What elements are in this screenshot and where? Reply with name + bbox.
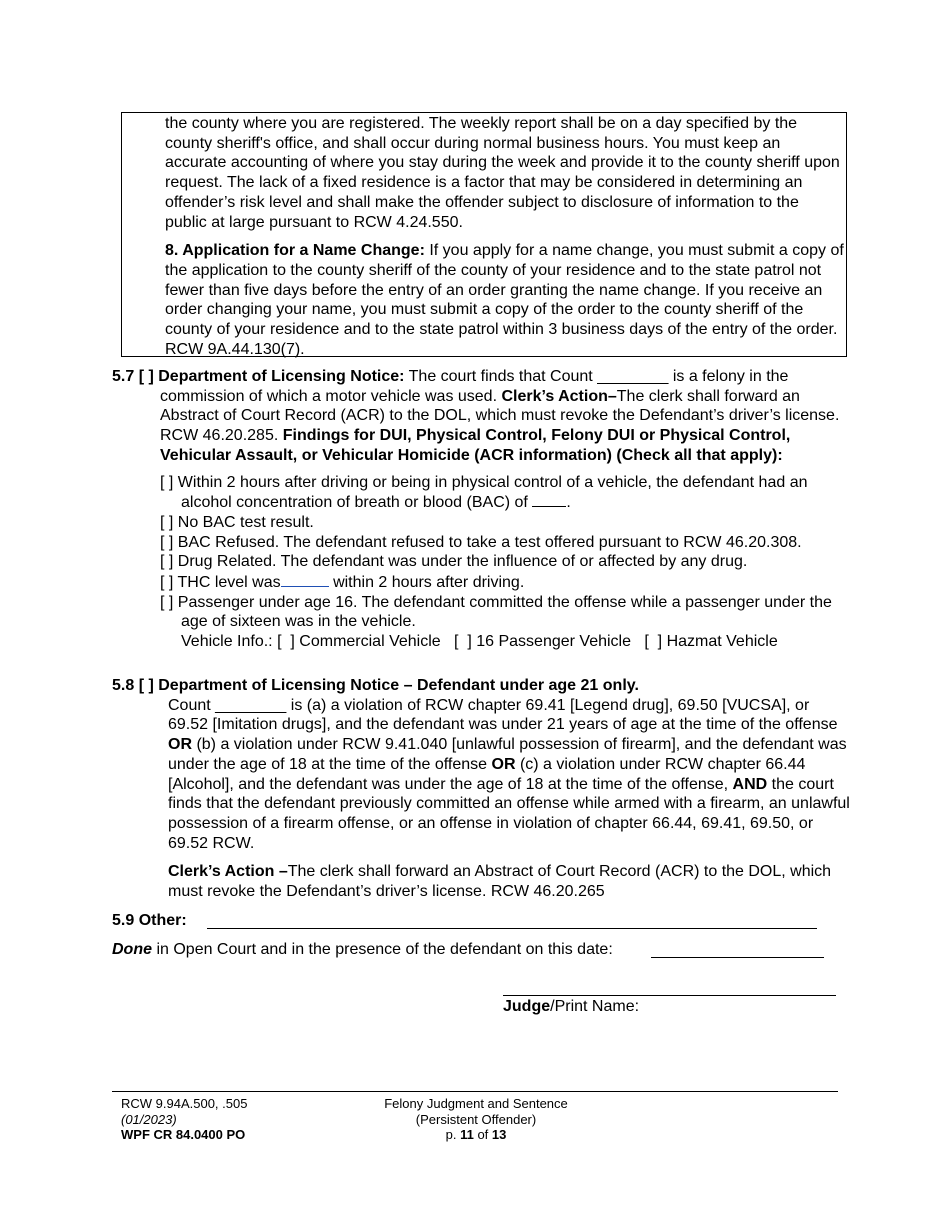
thc-level-checkbox-item[interactable]: [ ] THC level was within 2 hours after driving. bbox=[160, 574, 525, 592]
section-5-9-label: 5.9 Other: bbox=[112, 912, 187, 929]
acr-checklist bbox=[160, 473, 852, 652]
section-5-8 bbox=[112, 676, 852, 902]
judge-label: Judge/Print Name: bbox=[503, 998, 640, 1015]
section-5-8-clerk-action: Clerk’s Action –The clerk shall forward an Abstract of Court Record (ACR) to the DOL, which must revoke the Defendant’s driver’s license. RCW 46.20.265 bbox=[168, 863, 832, 901]
date-input-line[interactable] bbox=[651, 957, 824, 958]
thc-value-blank[interactable] bbox=[281, 572, 329, 587]
footer-form-number: WPF CR 84.0400 PO bbox=[121, 1127, 246, 1142]
passenger-checkbox-item[interactable]: [ ] Passenger under age 16. The defendant committed the offense while a passenger under the age of sixteen was in the vehicle. bbox=[160, 593, 832, 631]
bac-checkbox-item[interactable]: [ ] Within 2 hours after driving or being in physical control of a vehicle, the defendant had an alcohol concentration of breath or blood (BAC) of . bbox=[160, 473, 808, 512]
bac-refused-checkbox-item[interactable]: [ ] BAC Refused. The defendant refused to take a test offered pursuant to RCW 46.20.308. bbox=[160, 533, 802, 551]
name-change-paragraph: 8. Application for a Name Change: If you apply for a name change, you must submit a copy of the application to the county sheriff of the county of your residence and to the state patrol not fewer than five days before the entry of an order granting the name change. If you receive an order changing your name, you must submit a copy of the order to the county sheriff of the county of your residence and to the state patrol within 3 business days of the entry of the order. RCW 9A.44.130(7). bbox=[165, 242, 844, 358]
done-line: Done in Open Court and in the presence of the defendant on this date: bbox=[112, 941, 613, 958]
name-change-heading: 8. Application for a Name Change: bbox=[165, 242, 425, 260]
judge-signature-line[interactable] bbox=[503, 995, 836, 996]
done-label: Done bbox=[112, 941, 152, 958]
drug-related-checkbox-item[interactable]: [ ] Drug Related. The defendant was under the influence of or affected by any drug. bbox=[160, 553, 748, 571]
bac-value-blank[interactable] bbox=[532, 492, 566, 507]
section-5-8-body: Count ________ is (a) a violation of RCW chapter 69.41 [Legend drug], 69.50 [VUCSA], or 69.52 [Imitation drugs], and the defendant was under 21 years of age at the time of the offense OR (b) a violation under RCW 9.41.040 [unlawful possession of firearm], and the defendant was under the age of 18 at the time of the offense OR (c) a violation under RCW chapter 66.44 [Alcohol], and the defendant was under the age of 18 at the time of the offense, AND the court finds that the defendant previously committed an offense while armed with a firearm, an unlawful possession of a firearm offense, or an offense in violation of chapter 66.44, 69.41, 69.50, or 69.52 RCW. bbox=[168, 696, 850, 852]
section-5-8-heading: 5.8 [ ] Department of Licensing Notice – Defendant under age 21 only. bbox=[112, 677, 639, 694]
section-5-7 bbox=[112, 367, 852, 652]
footer-center bbox=[376, 1096, 576, 1143]
section-5-7-heading: 5.7 [ ] Department of Licensing Notice: The court finds that Count ________ is a felony in the commission of which a motor vehicle was used. Clerk’s Action–The clerk shall forward an Abstract of Court Record (ACR) to the DOL, which must revoke the Defendant’s driver’s license. RCW 46.20.285. Findings for DUI, Physical Control, Felony DUI or Physical Control, Vehicular Assault, or Vehicular Homicide (ACR information) (Check all that apply): bbox=[112, 368, 840, 464]
footer-left bbox=[121, 1096, 247, 1143]
registration-paragraph: the county where you are registered. The weekly report shall be on a day specified by the county sheriff's office, and shall occur during normal business hours. You must keep an accurate accounting of where you stay during the week and provide it to the county sheriff upon request. The lack of a fixed residence is a factor that may be considered in determining an offender’s risk level and shall make the offender subject to disclosure of information to the public at large pursuant to RCW 4.24.550. bbox=[165, 115, 840, 231]
no-bac-checkbox-item[interactable]: [ ] No BAC test result. bbox=[160, 513, 314, 531]
footer-subtitle: (Persistent Offender) bbox=[415, 1111, 537, 1127]
footer-divider bbox=[112, 1091, 838, 1092]
footer-page-number: p. 11 of 13 bbox=[445, 1127, 507, 1142]
notice-box bbox=[121, 112, 847, 357]
other-input-line[interactable] bbox=[207, 928, 817, 929]
footer-rcw: RCW 9.94A.500, .505 bbox=[121, 1096, 248, 1111]
vehicle-info-line[interactable]: Vehicle Info.: [ ] Commercial Vehicle [ ] 16 Passenger Vehicle [ ] Hazmat Vehicle bbox=[181, 633, 778, 651]
footer-date: (01/2023) bbox=[121, 1111, 177, 1127]
footer-title: Felony Judgment and Sentence bbox=[384, 1096, 568, 1111]
